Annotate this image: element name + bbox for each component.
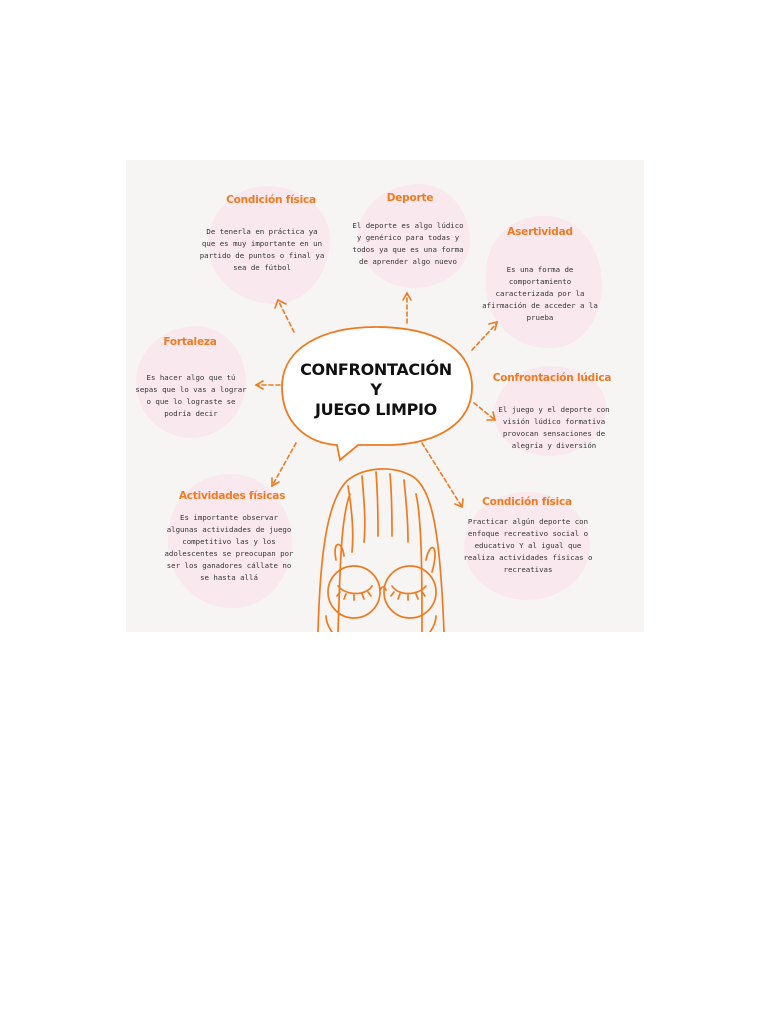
- center-title-line-1: CONFRONTACIÓN Y: [300, 360, 452, 399]
- arrow-to-confrontacion-ludica: [474, 403, 495, 420]
- center-title-line-2: JUEGO LIMPIO: [315, 400, 437, 419]
- node-fortaleza-title: Fortaleza: [163, 336, 217, 348]
- node-condicion-fisica-2-text: Practicar algún deporte con enfoque recreativo social o educativo Y al igual que realiza actividades físicas o recreativas: [463, 517, 593, 574]
- mind-map: [126, 160, 644, 632]
- node-deporte-title: Deporte: [386, 192, 434, 204]
- node-confrontacion-ludica-text: El juego y el deporte con visión lúdico formativa provocan sensaciones de alegría y diversión: [498, 405, 610, 450]
- node-condicion-fisica-title: Condición física: [226, 194, 316, 206]
- arrow-to-asertividad: [472, 323, 497, 350]
- node-actividades-fisicas-text: Es importante observar algunas actividades de juego competitivo las y los adolescentes se preocupan por ser los ganadores cállate no se hasta allá: [164, 513, 294, 582]
- node-deporte-text: El deporte es algo lúdico y genérico para todas y todos ya que es una forma de aprender algo nuevo: [352, 221, 464, 266]
- arrow-to-actividades-fisicas: [272, 443, 296, 486]
- node-asertividad-title: Asertividad: [507, 226, 573, 238]
- node-asertividad-text: Es una forma de comportamiento caracterizada por la afirmación de acceder a la prueba: [482, 265, 598, 322]
- girl-illustration: [318, 469, 444, 632]
- center-title: [296, 360, 456, 420]
- node-actividades-fisicas-title: Actividades físicas: [178, 490, 286, 502]
- node-condicion-fisica-2-title: Condición física: [482, 496, 572, 508]
- node-confrontacion-ludica-title: Confrontación lúdica: [492, 372, 612, 384]
- node-fortaleza-text: Es hacer algo que tú sepas que lo vas a lograr o que lo lograste se podría decir: [135, 373, 247, 418]
- node-condicion-fisica-text: De tenerla en práctica ya que es muy importante en un partido de puntos o final ya sea de fútbol: [199, 227, 325, 272]
